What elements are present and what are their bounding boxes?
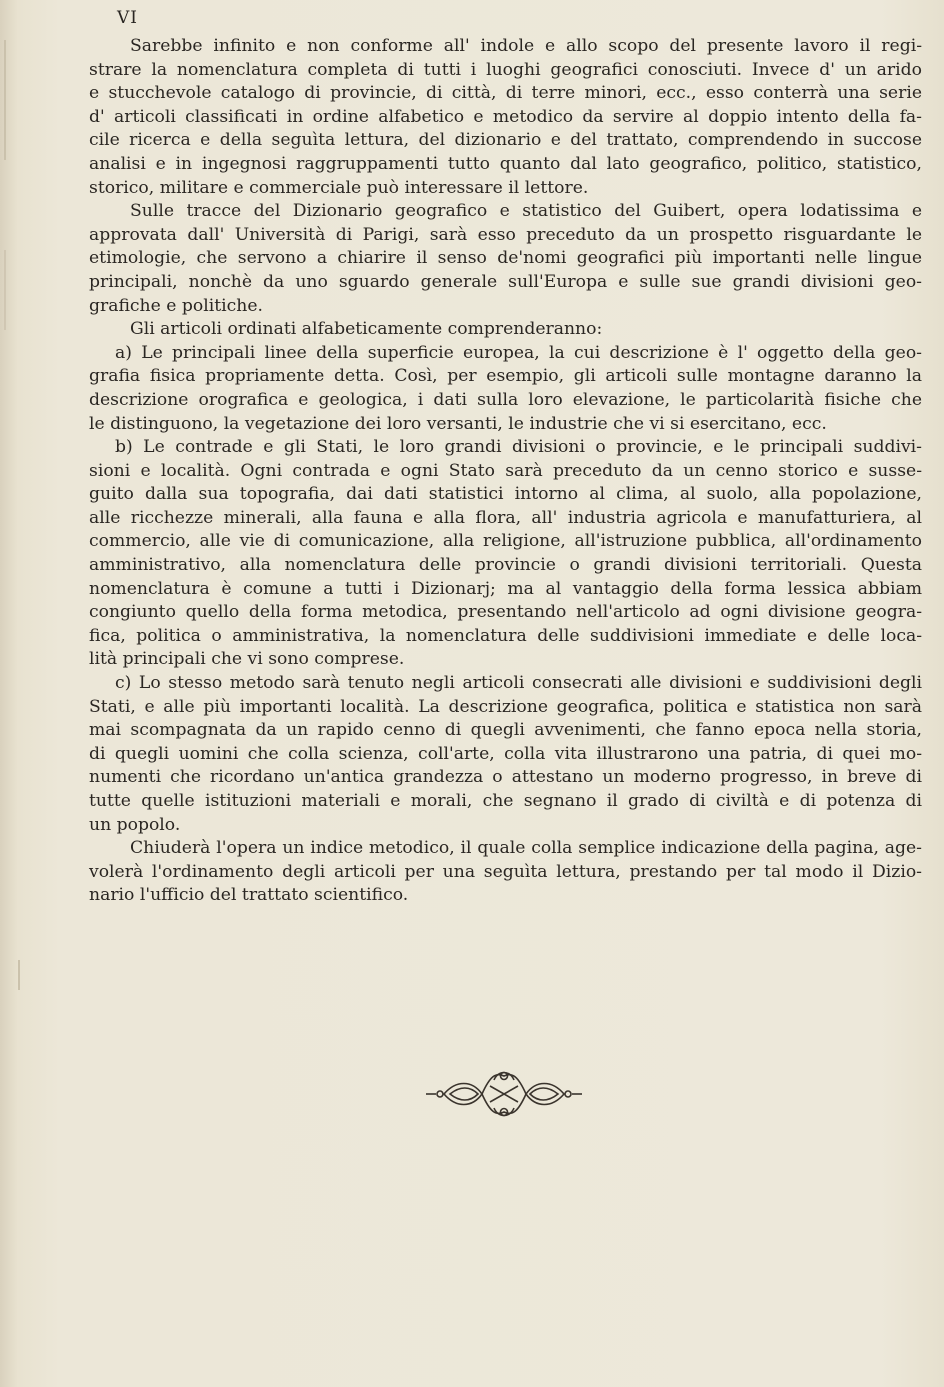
text-line: b) Le contrade e gli Stati, le loro grandi divisioni o provincie, e le principali suddivi- xyxy=(115,437,922,458)
text-line: storico, militare e commerciale può interessare il lettore. xyxy=(89,177,589,198)
text-line: Sulle tracce del Dizionario geografico e statistico del Guibert, opera lodatissima e xyxy=(130,201,922,222)
text-line: sioni e località. Ogni contrada e ogni Stato sarà preceduto da un cenno storico e susse- xyxy=(89,460,922,481)
text-line: Sarebbe infinito e non conforme all' indole e allo scopo del presente lavoro il regi- xyxy=(130,36,922,56)
text-line: grafiche e politiche. xyxy=(89,295,263,316)
text-line: c) Lo stesso metodo sarà tenuto negli articoli consecrati alle divisioni e suddivisioni degli xyxy=(115,673,922,694)
binding-shadow xyxy=(4,40,6,160)
text-line: congiunto quello della forma metodica, presentando nell'articolo ad ogni divisione geogra- xyxy=(89,602,922,623)
binding-shadow xyxy=(4,250,6,330)
text-line: descrizione orografica e geologica, i dati sulla loro elevazione, le particolarità fisiche che xyxy=(89,389,922,410)
paragraph-p1 xyxy=(89,35,922,200)
text-line: tutte quelle istituzioni materiali e morali, che segnano il grado di civiltà e di potenza di xyxy=(89,791,922,811)
text-line: un popolo. xyxy=(89,814,181,835)
paragraph-p6 xyxy=(89,672,922,837)
text-line: alle ricchezze minerali, alla fauna e alla flora, all' industria agricola e manufatturiera, al xyxy=(89,507,922,528)
text-line: commercio, alle vie di comunicazione, alla religione, all'istruzione pubblica, all'ordinamento xyxy=(89,531,922,552)
page-number: VI xyxy=(117,8,138,28)
text-line: analisi e in ingegnosi raggruppamenti tutto quanto dal lato geografico, politico, statistico, xyxy=(89,153,922,174)
text-line: guito dalla sua topografia, dai dati statistici intorno al clima, al suolo, alla popolazione, xyxy=(89,484,922,505)
text-line: etimologie, che servono a chiarire il senso de'nomi geografici più importanti nelle lingue xyxy=(89,248,922,269)
text-line: Stati, e alle più importanti località. La descrizione geografica, politica e statistica non sarà xyxy=(89,696,922,717)
text-line: numenti che ricordano un'antica grandezza o attestano un moderno progresso, in breve di xyxy=(89,767,922,788)
text-line: principali, nonchè da uno sguardo generale sull'Europa e sulle sue grandi divisioni geo- xyxy=(89,271,922,292)
text-line: strare la nomenclatura completa di tutti i luoghi geografici conosciuti. Invece d' un arido xyxy=(89,59,922,80)
decorative-fleuron-ornament xyxy=(424,1066,584,1122)
text-line: lità principali che vi sono comprese. xyxy=(89,649,405,670)
paragraph-p3 xyxy=(89,318,922,342)
paragraph-p5 xyxy=(89,436,922,672)
binding-shadow xyxy=(18,960,20,990)
text-line: di quegli uomini che colla scienza, coll'arte, colla vita illustrarono una patria, di quei mo- xyxy=(89,743,922,764)
text-line: cile ricerca e della seguìta lettura, del dizionario e del trattato, comprendendo in succose xyxy=(89,130,922,151)
text-line: Chiuderà l'opera un indice metodico, il quale colla semplice indicazione della pagina, age- xyxy=(130,838,922,859)
text-line: amministrativo, alla nomenclatura delle provincie o grandi divisioni territoriali. Questa xyxy=(89,555,922,576)
text-line: volerà l'ordinamento degli articoli per una seguìta lettura, prestando per tal modo il Dizio- xyxy=(89,861,922,882)
paragraph-p2 xyxy=(89,200,922,318)
text-line: nario l'ufficio del trattato scientifico. xyxy=(89,885,409,906)
text-line: e stucchevole catalogo di provincie, di città, di terre minori, ecc., esso conterrà una serie xyxy=(89,83,922,104)
paragraph-p4 xyxy=(89,342,922,436)
text-line: mai scompagnata da un rapido cenno di quegli avvenimenti, che fanno epoca nella storia, xyxy=(89,720,922,741)
text-body xyxy=(89,35,922,908)
text-line: le distinguono, la vegetazione dei loro versanti, le industrie che vi si esercitano, ecc. xyxy=(89,413,827,434)
text-line: Gli articoli ordinati alfabeticamente comprenderanno: xyxy=(130,319,603,340)
paragraph-p7 xyxy=(89,837,922,908)
text-line: nomenclatura è comune a tutti i Dizionarj; ma al vantaggio della forma lessica abbiam xyxy=(89,578,922,599)
text-line: grafia fisica propriamente detta. Così, per esempio, gli articoli sulle montagne daranno la xyxy=(89,366,922,387)
text-line: d' articoli classificati in ordine alfabetico e metodico da servire al doppio intento della fa- xyxy=(89,106,922,127)
text-line: fica, politica o amministrativa, la nomenclatura delle suddivisioni immediate e delle loca- xyxy=(89,625,922,646)
text-line: approvata dall' Università di Parigi, sarà esso preceduto da un prospetto risguardante le xyxy=(89,224,922,245)
text-line: a) Le principali linee della superficie europea, la cui descrizione è l' oggetto della geo- xyxy=(115,342,922,363)
